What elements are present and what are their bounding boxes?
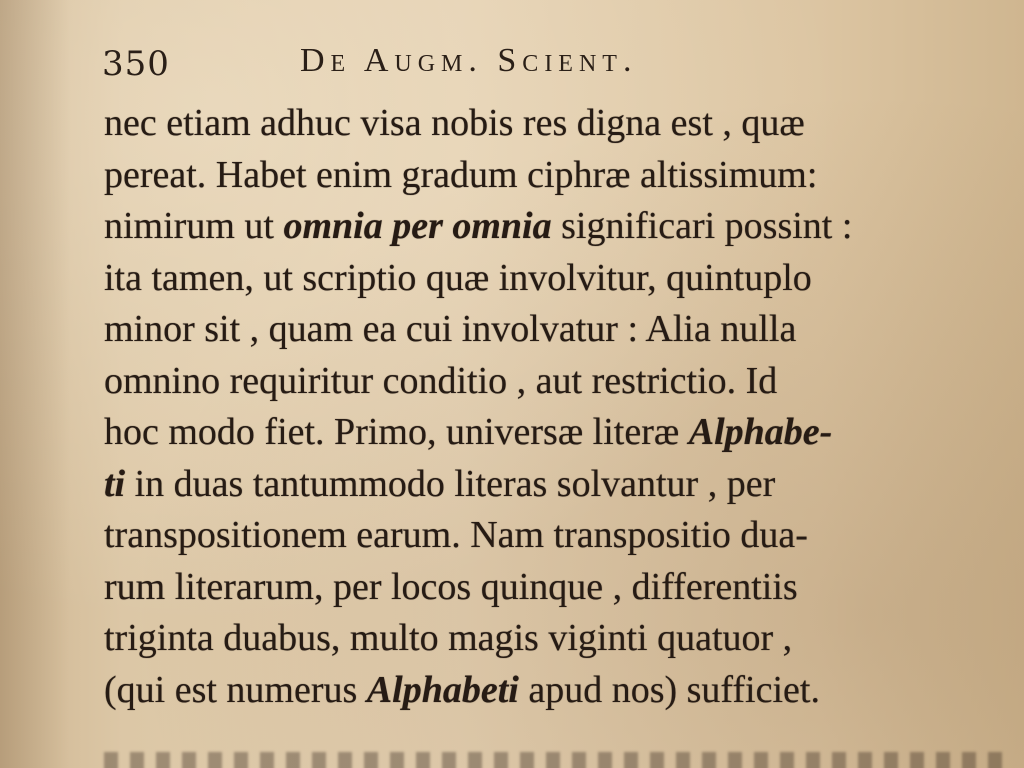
text-segment: pereat. Habet enim gradum ciphræ altissimum:: [104, 153, 818, 196]
text-line: [104, 201, 1024, 253]
text-line: [104, 150, 1024, 202]
text-segment: triginta duabus, multo magis viginti quatuor ,: [104, 617, 793, 659]
text-segment: nec etiam adhuc visa nobis res digna est , quæ: [104, 102, 805, 144]
text-line: [104, 304, 1024, 356]
italic-phrase: omnia per omnia: [283, 205, 552, 247]
text-segment: transpositionem earum. Nam transpositio dua-: [104, 514, 808, 556]
italic-phrase: Alphabe-: [688, 411, 833, 453]
text-line: [104, 356, 1024, 408]
italic-phrase: Alphabeti: [366, 668, 519, 711]
text-segment: in duas tantummodo literas solvantur , per: [125, 462, 776, 505]
text-segment: omnino requiritur conditio , aut restrictio. Id: [104, 359, 778, 402]
text-segment: (qui est numerus: [104, 668, 367, 711]
text-segment: significari possint :: [551, 205, 853, 247]
text-segment: rum literarum, per locos quinque , differentiis: [104, 565, 798, 608]
text-segment: ita tamen, ut scriptio quæ involvitur, quintuplo: [104, 256, 812, 299]
text-line: [104, 98, 1024, 150]
text-segment: minor sit , quam ea cui involvatur : Alia nulla: [104, 308, 797, 350]
text-line: [104, 613, 1024, 665]
text-line: [104, 459, 1024, 511]
text-line: [104, 562, 1024, 614]
text-line: [104, 407, 1024, 459]
text-segment: apud nos) sufficiet.: [518, 668, 820, 711]
page-number: 350: [102, 44, 170, 84]
text-line: [104, 665, 1024, 717]
cropped-next-line: [104, 752, 1004, 768]
running-head: [100, 40, 1000, 90]
text-line: [104, 253, 1024, 305]
text-segment: hoc modo fiet. Primo, universæ literæ: [104, 411, 689, 453]
running-head-title: De Augm. Scient.: [300, 42, 638, 79]
text-line: [104, 510, 1024, 562]
italic-phrase: ti: [104, 462, 126, 505]
body-text: [104, 98, 1024, 716]
text-segment: nimirum ut: [104, 205, 284, 247]
